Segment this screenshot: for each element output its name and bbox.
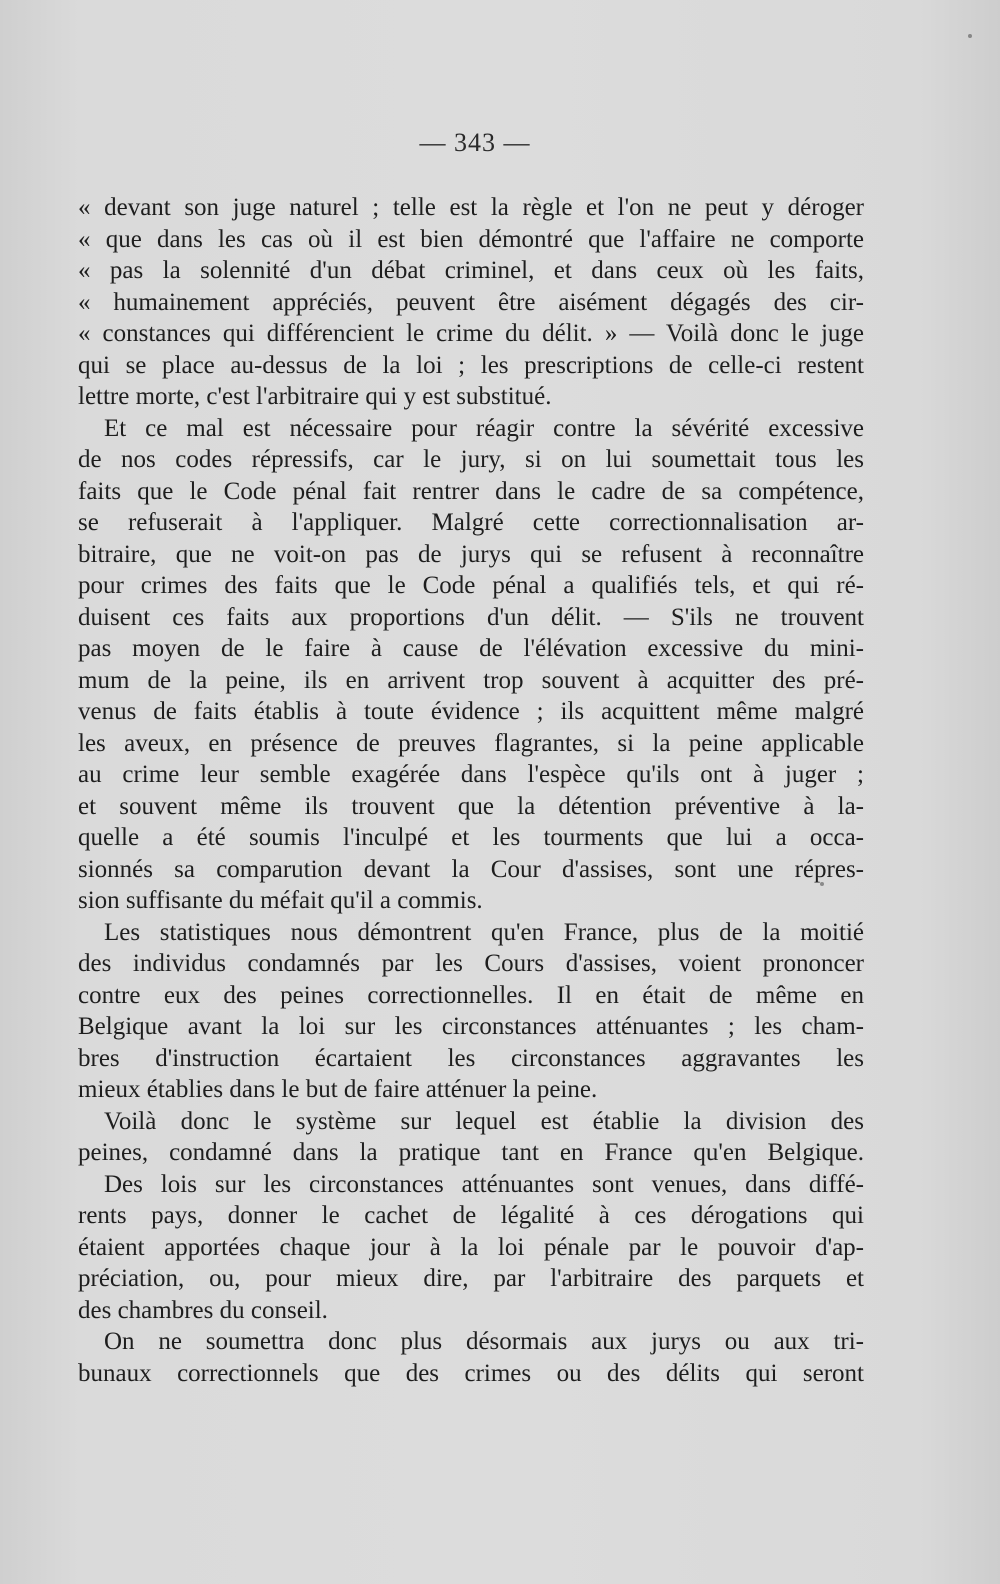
text-line: Voilà donc le système sur lequel est établie la division des [104,1107,864,1135]
text-line: duisent ces faits aux proportions d'un délit. — S'ils ne trouvent [78,603,864,631]
text-line: rents pays, donner le cachet de légalité à ces dérogations qui [78,1202,864,1229]
text-line: « constances qui différencient le crime du délit. » — Voilà donc le juge [78,320,864,347]
text-line: bres d'instruction écartaient les circonstances aggravantes les [78,1044,864,1072]
page-number: — 343 — [419,128,531,157]
text-line: lettre morte, c'est l'arbitraire qui y est substitué. [78,383,552,410]
text-line: Et ce mal est nécessaire pour réagir contre la sévérité excessive [104,414,864,442]
text-line: « humainement appréciés, peuvent être aisément dégagés des cir- [78,288,864,316]
text-line: peines, condamné dans la pratique tant en France qu'en Belgique. [78,1139,864,1166]
text-line: pas moyen de le faire à cause de l'élévation excessive du mini- [78,635,864,662]
text-line: des chambres du conseil. [78,1296,328,1324]
text-line: des individus condamnés par les Cours d'assises, voient prononcer [78,950,864,977]
paper-speck [820,882,824,886]
text-line: mieux établies dans le but de faire atténuer la peine. [78,1076,598,1103]
text-line: de nos codes répressifs, car le jury, si on lui soumettait tous les [78,446,864,473]
text-line: Les statistiques nous démontrent qu'en France, plus de la moitié [104,918,864,946]
text-line: « que dans les cas où il est bien démontré que l'affaire ne comporte [78,225,864,253]
text-line: au crime leur semble exagérée dans l'espèce qu'ils ont à juger ; [78,761,864,788]
text-line: mum de la peine, ils en arrivent trop souvent à acquitter des pré- [78,666,864,694]
text-line: les aveux, en présence de preuves flagrantes, si la peine applicable [78,729,864,757]
text-line: faits que le Code pénal fait rentrer dans le cadre de sa compétence, [78,477,864,505]
text-line: On ne soumettra donc plus désormais aux jurys ou aux tri- [104,1328,864,1355]
text-line: Des lois sur les circonstances atténuantes sont venues, dans diffé- [104,1170,864,1198]
text-line: Belgique avant la loi sur les circonstances atténuantes ; les cham- [78,1013,864,1040]
text-line: bunaux correctionnels que des crimes ou des délits qui seront [78,1359,864,1387]
text-line: étaient apportées chaque jour à la loi pénale par le pouvoir d'ap- [78,1233,864,1261]
text-line: se refuserait à l'appliquer. Malgré cette correctionnalisation ar- [78,509,864,536]
text-line: pour crimes des faits que le Code pénal a qualifiés tels, et qui ré- [78,572,864,599]
text-line: sionnés sa comparution devant la Cour d'assises, sont une répres- [78,855,864,883]
text-line: préciation, ou, pour mieux dire, par l'arbitraire des parquets et [78,1265,864,1292]
text-line: « devant son juge naturel ; telle est la règle et l'on ne peut y déroger [78,194,864,221]
text-line: contre eux des peines correctionnelles. Il en était de même en [78,981,864,1009]
text-line: quelle a été soumis l'inculpé et les tourments que lui a occa- [78,824,864,851]
text-line: « pas la solennité d'un débat criminel, et dans ceux où les faits, [78,257,864,284]
text-line: bitraire, que ne voit-on pas de jurys qui se refusent à reconnaître [78,540,864,568]
text-line: sion suffisante du méfait qu'il a commis. [78,887,483,914]
text-line: et souvent même ils trouvent que la détention préventive à la- [78,792,864,820]
text-line: venus de faits établis à toute évidence ; ils acquittent même malgré [78,698,864,725]
text-line: qui se place au-dessus de la loi ; les prescriptions de celle-ci restent [78,351,864,379]
body-text [78,192,864,1389]
paper-speck [968,34,972,38]
